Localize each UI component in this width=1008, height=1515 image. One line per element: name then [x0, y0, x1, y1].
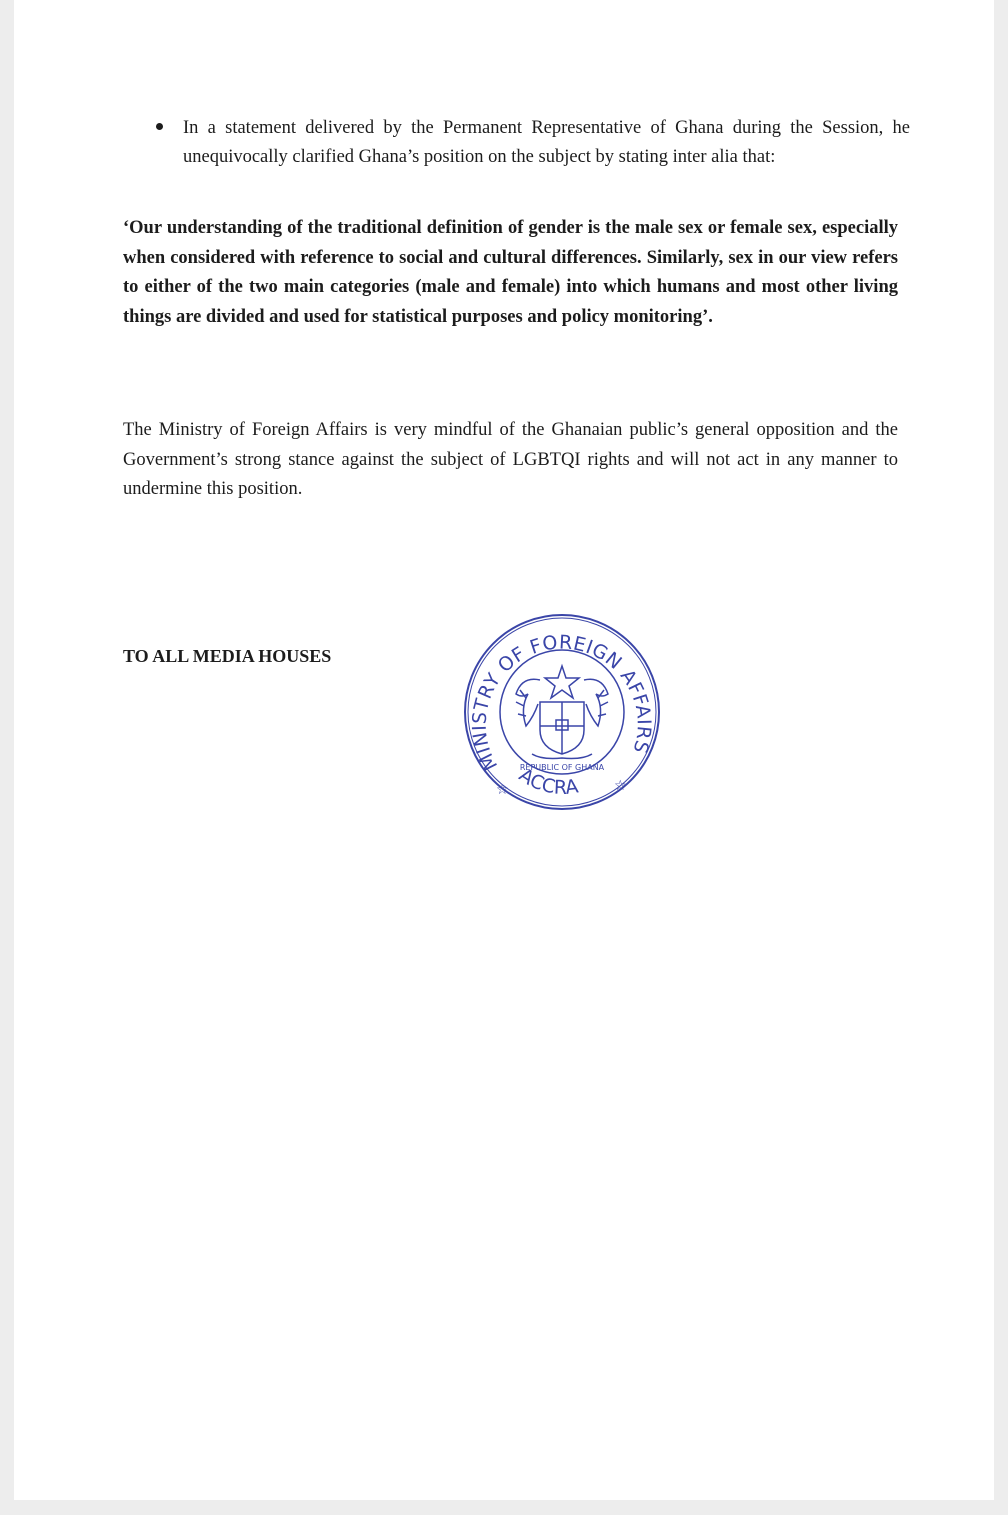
svg-text:☆: ☆ — [614, 778, 627, 794]
quoted-statement: ‘Our understanding of the traditional definition of gender is the male sex or female sex, especially when considered with reference to social and cultural differences. Similarly, sex in our view refers to either of the two main categories (male and female) into which humans and most other living things are divided and used for statistical purposes and policy monitoring’. — [123, 218, 898, 327]
addressee-line: TO ALL MEDIA HOUSES — [123, 646, 332, 666]
svg-text:☆: ☆ — [496, 782, 509, 798]
seal-ring-text: MINISTRY OF FOREIGN AFFAIRS — [468, 631, 655, 775]
bullet-text: In a statement delivered by the Permanent Representative of Ghana during the Session, he unequivocally clarified Ghana’s position on the subject by stating inter alia that: — [183, 118, 910, 167]
ministry-statement-paragraph: The Ministry of Foreign Affairs is very mindful of the Ghanaian public’s general opposition and the Government’s strong stance against the subject of LGBTQI rights and will not act in any manner to undermine this position. — [123, 420, 898, 499]
ministry-seal-stamp — [462, 608, 662, 816]
seal-inner-text: REPUBLIC OF GHANA — [519, 763, 605, 772]
bullet-icon — [156, 123, 163, 130]
seal-bottom-text: ACCRA — [515, 764, 580, 799]
document-page — [14, 0, 994, 1500]
coat-of-arms-icon — [516, 666, 608, 759]
